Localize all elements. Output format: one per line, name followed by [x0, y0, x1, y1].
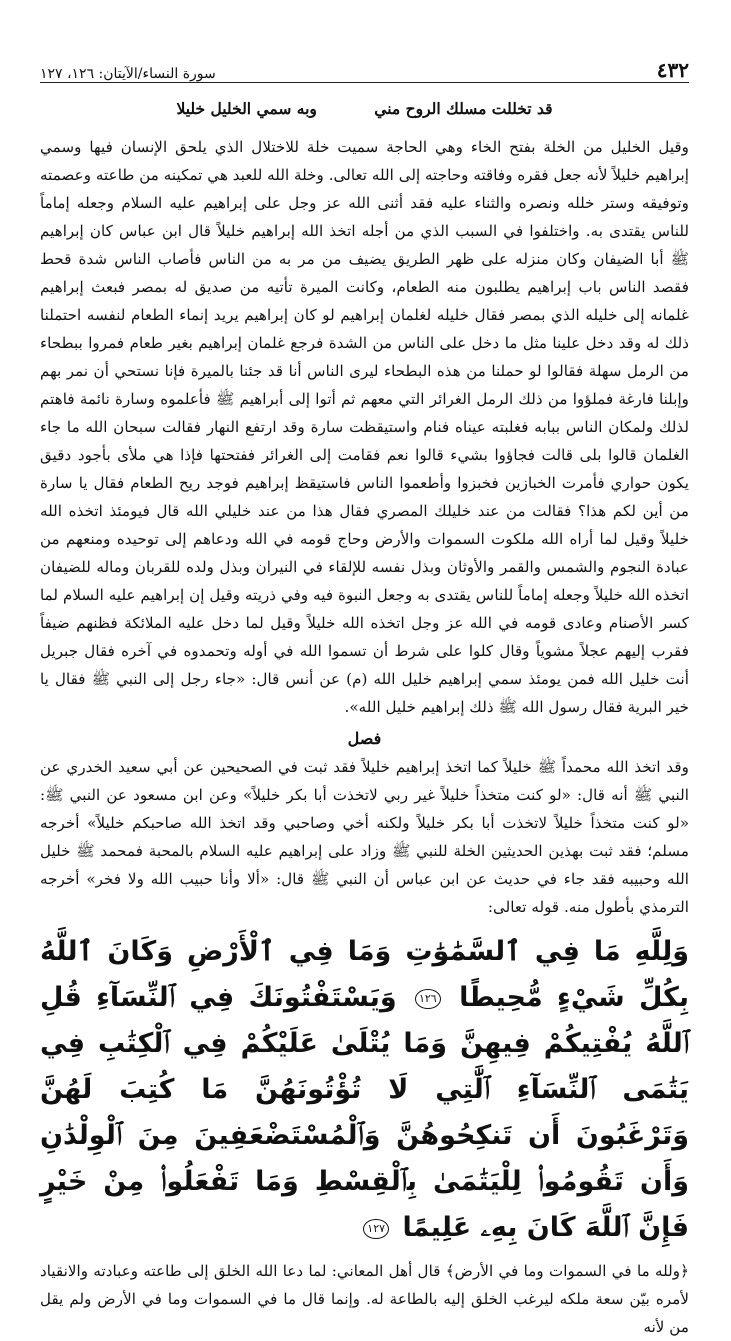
commentary-paragraph: وقيل الخليل من الخلة بفتح الخاء وهي الحاجة سميت خلة للاختلال الذي يلحق الإنسان فيها وسمي إبراهيم خليلاً لأنه جعل فقره وفاقته وحاجته إلى الله تعالى. وخلة الله للعبد هي تمكينه من طاعته وعصمته وتوفيقه وستر خلله ونصره والثناء عليه فقد أثنى الله عز وجل على إبراهيم عليه السلام وجعله إماماً للناس يقتدى به. واختلفوا في السبب الذي من أجله اتخذ الله إبراهيم خليلاً قال ابن عباس كان إبراهيم ﷺ أبا الضيفان وكان منزله على ظهر الطريق يضيف من مر به من الناس فأصاب الناس شدة قحط فقصد الناس باب إبراهيم يطلبون منه الطعام، وكانت الميرة تأتيه من صديق له بمصر فبعث إبراهيم غلمانه إلى خليله الذي بمصر فقال خليله لغلمان إبراهيم لو كان إبراهيم يريد إنماء الطعام لنفسه احتملنا ذلك له وقد دخل علينا مثل ما دخل على الناس من الشدة فرجع غلمان إبراهيم بغير طعام فمروا ببطحاء من الرمل سهلة فقالوا لو حملنا من هذه البطحاء ليرى الناس أنا قد جئنا بالميرة فإنا نستحي أن نمر بهم وإبلنا فارغة فملؤوا من ذلك الرمل الغرائر التي معهم ثم أتوا إلى أبراهيم ﷺ فأعلموه وسارة نائمة فاهتم لذلك ولمكان الناس ببابه فغلبته عيناه فنام واستيقظت سارة وقد ارتفع النهار فقالت سبحان الله ما جاء الغلمان قالوا بلى قالت فجاؤوا بشيء قالوا نعم فقامت إلى الغرائر ففتحتها فإذا هي ملأى بأجود دقيق يكون حواري فأمرت الخبازين فخبزوا وأطعموا الناس فاستيقظ إبراهيم فوجد ريح الطعام فقال يا سارة من أين لكم هذا؟ فقالت من عند خليلك المصري فقال هذا من عند خليلي الله قال فيومئذ اتخذه الله خليلاً وقيل لما أراه الله ملكوت السموات والأرض وحاج قومه في الله ودعاهم إلى توحيده ومنعهم من عبادة النجوم والشمس والقمر والأوثان وبذل نفسه للإلقاء في النيران وبذل ولده للقربان وماله للضيفان اتخذه الله خليلاً وجعله إماماً للناس يقتدى به وجعل النبوة فيه وفي ذريته وقيل إن إبراهيم عليه السلام لما كسر الأصنام وعادى قومه في الله عز وجل اتخذه الله خليلاً وقيل لما دخل عليه الملائكة فظنهم ضيفاً فقرب إليهم عجلاً مشوياً وقال كلوا على شرط أن تسموا الله في أوله وتحمدوه في آخره فقال جبريل أنت خليل الله فمن يومئذ سمي إبراهيم خليل الله (م) عن أنس قال: «جاء رجل إلى النبي ﷺ فقال يا خير البرية فقال رسول الله ﷺ ذلك إبراهيم خليل الله». [40, 138, 689, 716]
page-number: ٤٣٢ [656, 58, 689, 82]
poetry-hemistich-left: وبه سمي الخليل خليلا [176, 99, 317, 118]
poetry-hemistich-right: قد تخللت مسلك الروح مني [374, 99, 553, 118]
page-header [40, 58, 689, 83]
quran-verse-127: وَيَسْتَفْتُونَكَ فِي ٱلنِّسَآءِ قُلِ ٱللَّهُ يُفْتِيكُمْ فِيهِنَّ وَمَا يُتْلَىٰ عَلَيْكُمْ فِي ٱلْكِتَٰبِ فِي يَتَٰمَى ٱلنِّسَآءِ ٱلَّٰتِي لَا تُؤْتُونَهُنَّ مَا كُتِبَ لَهُنَّ وَتَرْغَبُونَ أَن تَنكِحُوهُنَّ وَٱلْمُسْتَضْعَفِينَ مِنَ ٱلْوِلْدَٰنِ وَأَن تَقُومُوا۟ لِلْيَتَٰمَىٰ بِٱلْقِسْطِ وَمَا تَفْعَلُوا۟ مِنْ خَيْرٍ فَإِنَّ ٱللَّهَ كَانَ بِهِۦ عَلِيمًا [40, 982, 689, 1243]
ayah-number-marker: ١٢٧ [363, 1219, 389, 1239]
section-heading: فصل [347, 729, 382, 748]
tafsir-paragraph: ﴿ولله ما في السموات وما في الأرض﴾ قال أهل المعاني: لما دعا الله الخلق إلى طاعته وعبادته والانقياد لأمره بيّن سعة ملكه ليرغب الخلق إليه بالطاعة له. وإنما قال ما في السموات وما في الأرض ولم يقل من لأنه [40, 1262, 689, 1336]
poetry-verse [40, 95, 689, 123]
surah-title: سورة النساء/الآيتان: ١٢٦، ١٢٧ [40, 66, 216, 82]
quran-verse-126: وَلِلَّهِ مَا فِي ٱلسَّمَٰوَٰتِ وَمَا فِي ٱلْأَرْضِ وَكَانَ ٱللَّهُ بِكُلِّ شَيْءٍ مُّحِيطًا [40, 936, 689, 1013]
ayah-number-marker: ١٢٦ [415, 989, 441, 1009]
page-content [40, 95, 689, 1341]
fasl-paragraph: وقد اتخذ الله محمداً ﷺ خليلاً كما اتخذ إبراهيم خليلاً فقد ثبت في الصحيحين عن أبي سعيد الخدري عن النبي ﷺ أنه قال: «لو كنت متخذاً خليلاً غير ربي لاتخذت أبا بكر خليلاً» وعن ابن مسعود عن النبي ﷺ: «لو كنت متخذاً خليلاً لاتخذت أبا بكر خليلاً ولكنه أخي وصاحبي وقد اتخذ الله صاحبكم خليلاً» أخرجه مسلم؛ فقد ثبت بهذين الحديثين الخلة للنبي ﷺ وزاد على إبراهيم عليه السلام بالمحبة فمحمد ﷺ خليل الله وحبيبه فقد جاء في حديث عن ابن عباس أن النبي ﷺ قال: «ألا وأنا حبيب الله ولا فخر» أخرجه الترمذي بأطول منه. قوله تعالى: [40, 758, 689, 916]
quran-text-block [40, 929, 689, 1251]
